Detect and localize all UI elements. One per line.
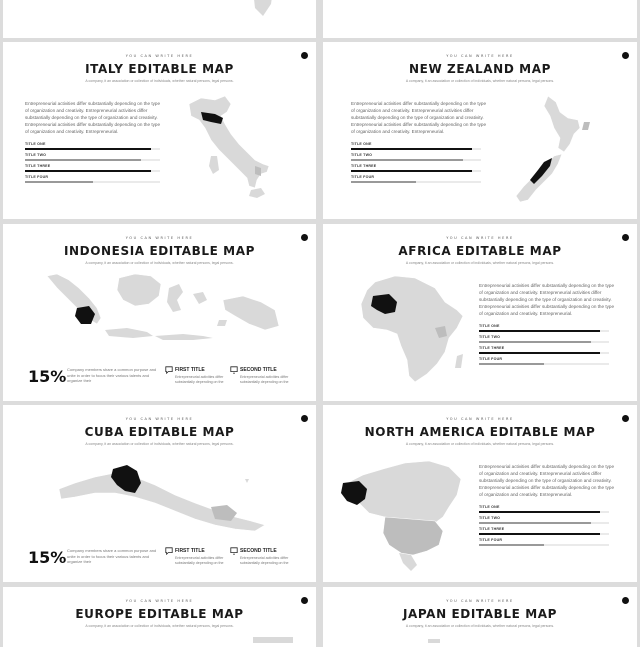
slide-subtitle: A company, it an association or collection of individuals, whether natural persons, legal persons.: [405, 624, 555, 628]
slide-title: AFRICA EDITABLE MAP: [398, 244, 562, 258]
slide-japan[interactable]: [323, 587, 637, 647]
bar-label: TITLE TWO: [479, 335, 501, 339]
slide-africa[interactable]: [323, 224, 637, 401]
bar-fill: [479, 352, 600, 354]
slide-subtitle: A company, it an association or collection of individuals, whether natural persons, legal persons.: [405, 79, 555, 83]
bar-row: [479, 335, 609, 346]
logo-badge: [622, 597, 629, 604]
logo-badge: [301, 234, 308, 241]
bar-row: [25, 175, 160, 186]
body-paragraph: Entrepreneurial activities differ substantially depending on the type of organization and creativity. Entrepreneurial activities differ substantially depending on the type of organization and creativity. Entrepreneurial activities differ substantially depending on the type of organization and creativity. Entrepreneurial.: [351, 101, 487, 134]
bar-fill: [351, 148, 472, 150]
slide-north-america[interactable]: [323, 405, 637, 582]
bar-label: TITLE TWO: [25, 153, 47, 157]
bar-label: TITLE ONE: [479, 505, 500, 509]
feature-text: Entrepreneurial activities differ substantially depending on the: [175, 375, 224, 384]
slide-title: NEW ZEALAND MAP: [409, 62, 551, 76]
feature-title: FIRST TITLE: [175, 548, 205, 554]
slide-top-left-partial[interactable]: [3, 0, 316, 38]
kicker: YOU CAN WRITE HERE: [125, 54, 194, 58]
bar-fill: [25, 170, 151, 172]
stat-value: 15%: [28, 548, 67, 567]
progress-bars: [351, 142, 481, 186]
bar-fill: [479, 544, 544, 546]
bar-label: TITLE THREE: [351, 164, 377, 168]
map-partial: [243, 0, 283, 20]
slide-europe[interactable]: [3, 587, 316, 647]
indonesia-map: [43, 270, 283, 350]
japan-map-partial: [428, 637, 448, 643]
logo-badge: [301, 597, 308, 604]
slide-title: EUROPE EDITABLE MAP: [75, 607, 244, 621]
bar-row: [25, 164, 160, 175]
slide-title: INDONESIA EDITABLE MAP: [63, 244, 256, 258]
bar-label: TITLE THREE: [479, 527, 505, 531]
logo-badge: [622, 234, 629, 241]
bar-row: [25, 142, 160, 153]
bar-fill: [479, 330, 600, 332]
map-partial: [393, 0, 453, 10]
slide-title: ITALY EDITABLE MAP: [85, 62, 234, 76]
slide-subtitle: A company, it an association or collection of individuals, whether natural persons, legal persons.: [85, 261, 234, 265]
bar-fill: [479, 522, 591, 524]
slide-subtitle: A company, it an association or collection of individuals, whether natural persons, legal persons.: [85, 442, 234, 446]
new-zealand-map: [508, 92, 598, 212]
bar-row: [479, 527, 609, 538]
bar-label: TITLE TWO: [479, 516, 501, 520]
kicker: YOU CAN WRITE HERE: [446, 599, 514, 603]
stat-description: Company members share a common purpose and unite in order to focus their various talents and organize their: [67, 548, 157, 564]
bar-fill: [351, 159, 463, 161]
slide-subtitle: A company, it an association or collection of individuals, whether natural persons, legal persons.: [405, 261, 555, 265]
slide-subtitle: A company, it an association or collection of individuals, whether natural persons, legal persons.: [85, 79, 234, 83]
kicker: YOU CAN WRITE HERE: [446, 54, 514, 58]
slide-title: NORTH AMERICA EDITABLE MAP: [364, 425, 596, 439]
bar-row: [479, 516, 609, 527]
bar-row: [25, 153, 160, 164]
bar-row: [351, 164, 481, 175]
slide-subtitle: A company, it an association or collection of individuals, whether natural persons, legal persons.: [85, 624, 234, 628]
stat-description: Company members share a common purpose and unite in order to focus their various talents and organize their: [67, 367, 157, 383]
europe-map-partial: [253, 635, 293, 643]
bar-label: TITLE ONE: [351, 142, 372, 146]
progress-bars: [479, 324, 609, 368]
bar-row: [479, 324, 609, 335]
kicker: YOU CAN WRITE HERE: [125, 417, 194, 421]
bar-fill: [479, 341, 591, 343]
logo-badge: [301, 415, 308, 422]
progress-bars: [25, 142, 160, 186]
bar-fill: [479, 363, 544, 365]
bar-fill: [351, 181, 416, 183]
feature-title: SECOND TITLE: [240, 548, 277, 554]
stat-value: 15%: [28, 367, 67, 386]
monitor-icon: [230, 547, 238, 555]
kicker: YOU CAN WRITE HERE: [125, 236, 194, 240]
bar-label: TITLE ONE: [25, 142, 46, 146]
slide-cuba[interactable]: [3, 405, 316, 582]
kicker: YOU CAN WRITE HERE: [125, 599, 194, 603]
slide-subtitle: A company, it an association or collection of individuals, whether natural persons, legal persons.: [405, 442, 555, 446]
bar-label: TITLE ONE: [479, 324, 500, 328]
bar-label: TITLE FOUR: [25, 175, 49, 179]
feature-text: Entrepreneurial activities differ substantially depending on the: [240, 556, 289, 565]
chat-icon: [165, 366, 173, 374]
bar-fill: [351, 170, 472, 172]
bar-fill: [479, 533, 600, 535]
body-paragraph: Entrepreneurial activities differ substantially depending on the type of organization and creativity. Entrepreneurial activities differ substantially depending on the type of organization and creativity. Entrepreneurial activities differ substantially depending on the type of organization and creativity. Entrepreneurial.: [479, 283, 615, 316]
slide-title: JAPAN EDITABLE MAP: [402, 607, 558, 621]
bar-label: TITLE TWO: [351, 153, 373, 157]
logo-badge: [301, 52, 308, 59]
slide-new-zealand[interactable]: [323, 42, 637, 219]
bar-fill: [25, 181, 93, 183]
cuba-map: [55, 459, 275, 539]
bar-row: [351, 175, 481, 186]
italy-map: [181, 94, 281, 214]
slide-top-right-partial[interactable]: [323, 0, 637, 38]
bar-label: TITLE THREE: [25, 164, 51, 168]
slide-italy[interactable]: [3, 42, 316, 219]
bar-fill: [25, 148, 151, 150]
logo-badge: [622, 52, 629, 59]
feature-text: Entrepreneurial activities differ substantially depending on the: [240, 375, 289, 384]
feature-title: FIRST TITLE: [175, 367, 205, 373]
bar-row: [479, 357, 609, 368]
bar-fill: [479, 511, 600, 513]
bar-fill: [25, 159, 141, 161]
bar-label: TITLE FOUR: [479, 538, 503, 542]
slide-title: CUBA EDITABLE MAP: [84, 425, 235, 439]
bar-label: TITLE FOUR: [351, 175, 375, 179]
kicker: YOU CAN WRITE HERE: [446, 417, 514, 421]
bar-label: TITLE THREE: [479, 346, 505, 350]
kicker: YOU CAN WRITE HERE: [446, 236, 514, 240]
north-america-map: [339, 455, 469, 577]
logo-badge: [622, 415, 629, 422]
bar-row: [479, 505, 609, 516]
chat-icon: [165, 547, 173, 555]
bar-row: [351, 142, 481, 153]
bar-row: [479, 346, 609, 357]
africa-map: [353, 272, 473, 392]
body-paragraph: Entrepreneurial activities differ substantially depending on the type of organization and creativity. Entrepreneurial activities differ substantially depending on the type of organization and creativity. Entrepreneurial activities differ substantially depending on the type of organization and creativity. Entrepreneurial.: [479, 464, 615, 497]
body-paragraph: Entrepreneurial activities differ substantially depending on the type of organization and creativity. Entrepreneurial activities differ substantially depending on the type of organization and creativity. Entrepreneurial activities differ substantially depending on the type of organization and creativity. Entrepreneurial.: [25, 101, 161, 134]
progress-bars: [479, 505, 609, 549]
bar-row: [351, 153, 481, 164]
monitor-icon: [230, 366, 238, 374]
bar-row: [479, 538, 609, 549]
slide-indonesia[interactable]: [3, 224, 316, 401]
feature-text: Entrepreneurial activities differ substantially depending on the: [175, 556, 224, 565]
bar-label: TITLE FOUR: [479, 357, 503, 361]
feature-title: SECOND TITLE: [240, 367, 277, 373]
